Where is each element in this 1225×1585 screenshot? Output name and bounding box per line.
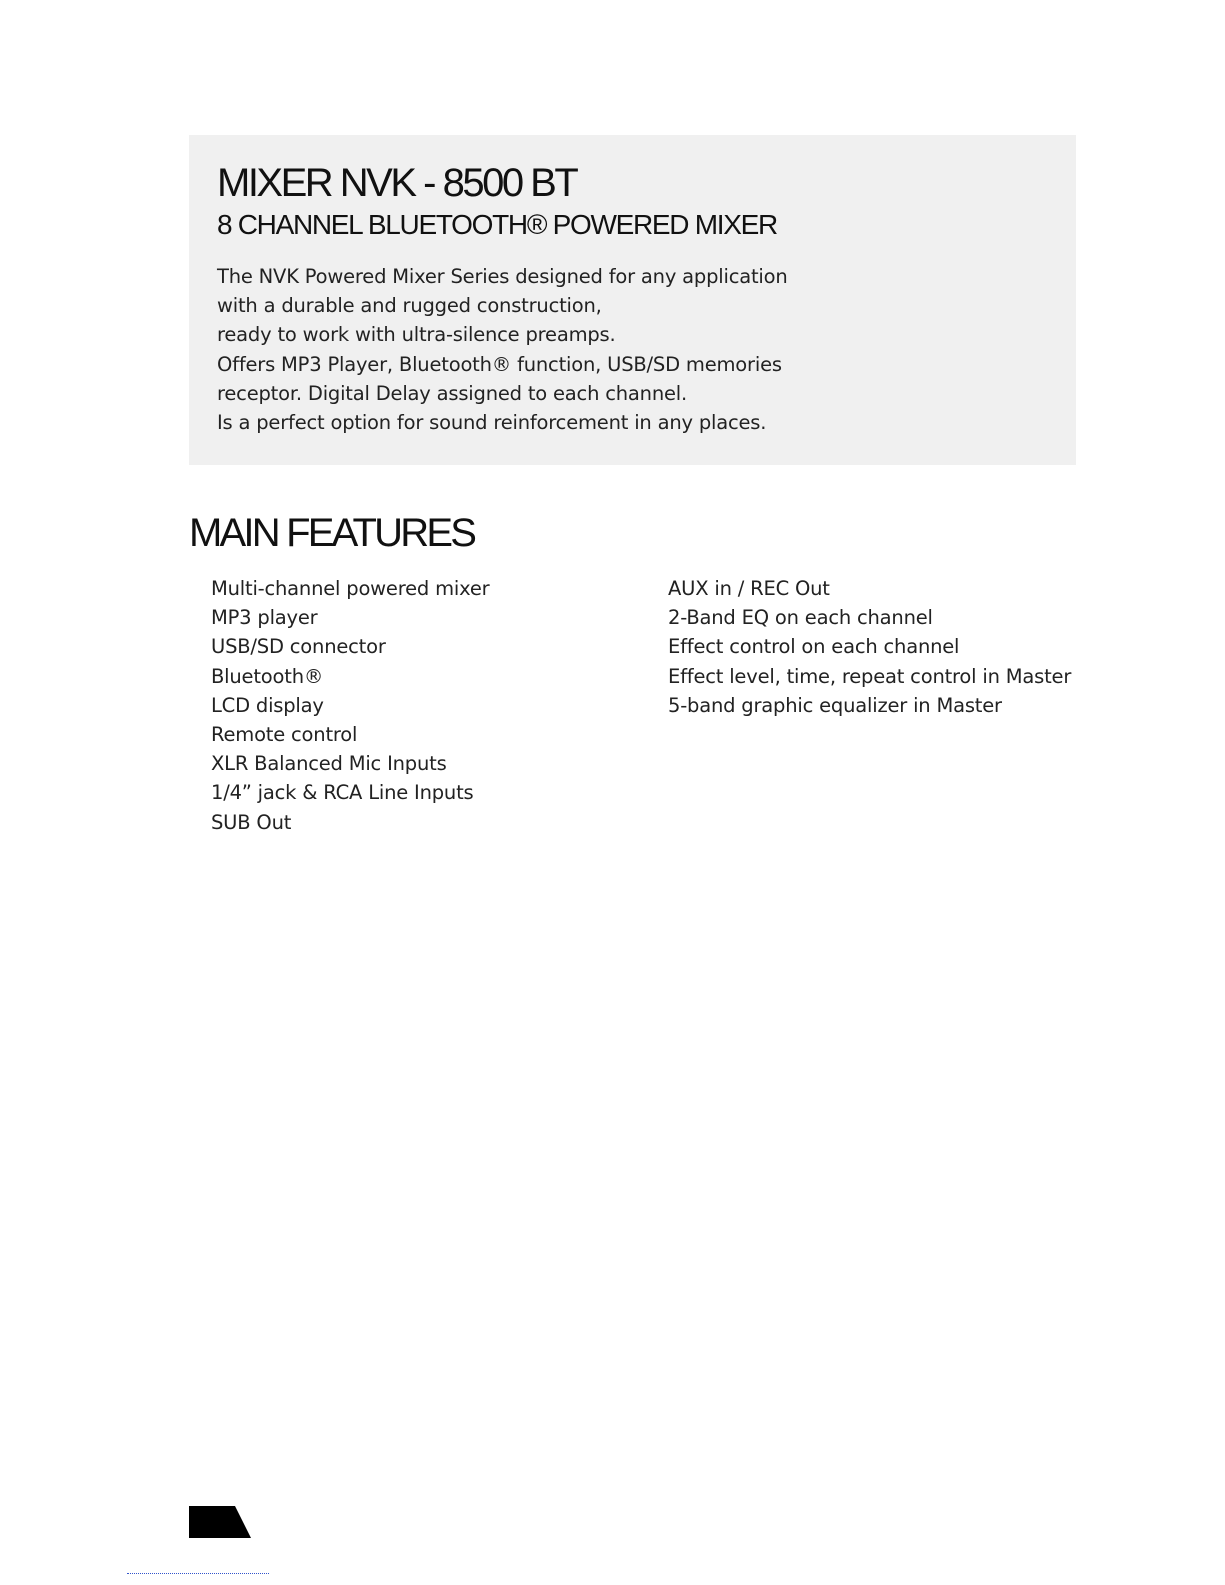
description-line: ready to work with ultra-silence preamps. (217, 323, 616, 347)
description-line: receptor. Digital Delay assigned to each channel. (217, 381, 687, 405)
feature-item: SUB Out (211, 810, 292, 834)
description-line: Offers MP3 Player, Bluetooth® function, USB/SD memories (217, 352, 782, 376)
product-title: MIXER NVK - 8500 BT (217, 161, 577, 205)
feature-item: LCD display (211, 693, 324, 717)
features-heading: MAIN FEATURES (189, 511, 475, 555)
features-list-left (211, 574, 489, 837)
feature-item: Bluetooth® (211, 664, 324, 688)
feature-item: 5-band graphic equalizer in Master (668, 693, 1002, 717)
feature-item: USB/SD connector (211, 635, 386, 659)
product-subtitle: 8 CHANNEL BLUETOOTH® POWERED MIXER (217, 209, 777, 240)
footer-dotted-rule (127, 1573, 269, 1574)
feature-item: Effect level, time, repeat control in Master (668, 664, 1072, 688)
feature-item: Multi-channel powered mixer (211, 577, 490, 600)
product-description (217, 262, 788, 437)
page-tab-shape (189, 1506, 251, 1538)
page-tab-polygon (189, 1506, 251, 1538)
description-line: The NVK Powered Mixer Series designed for any application (217, 265, 788, 288)
feature-item: Remote control (211, 723, 358, 747)
feature-item: 1/4” jack & RCA Line Inputs (211, 781, 474, 805)
feature-item: 2-Band EQ on each channel (668, 606, 933, 630)
feature-item: Effect control on each channel (668, 635, 960, 659)
feature-item: XLR Balanced Mic Inputs (211, 752, 447, 776)
feature-item: AUX in / REC Out (668, 577, 830, 600)
features-list-right (668, 574, 1071, 720)
description-line: Is a perfect option for sound reinforcement in any places. (217, 411, 767, 435)
description-line: with a durable and rugged construction, (217, 294, 602, 318)
feature-item: MP3 player (211, 606, 318, 630)
